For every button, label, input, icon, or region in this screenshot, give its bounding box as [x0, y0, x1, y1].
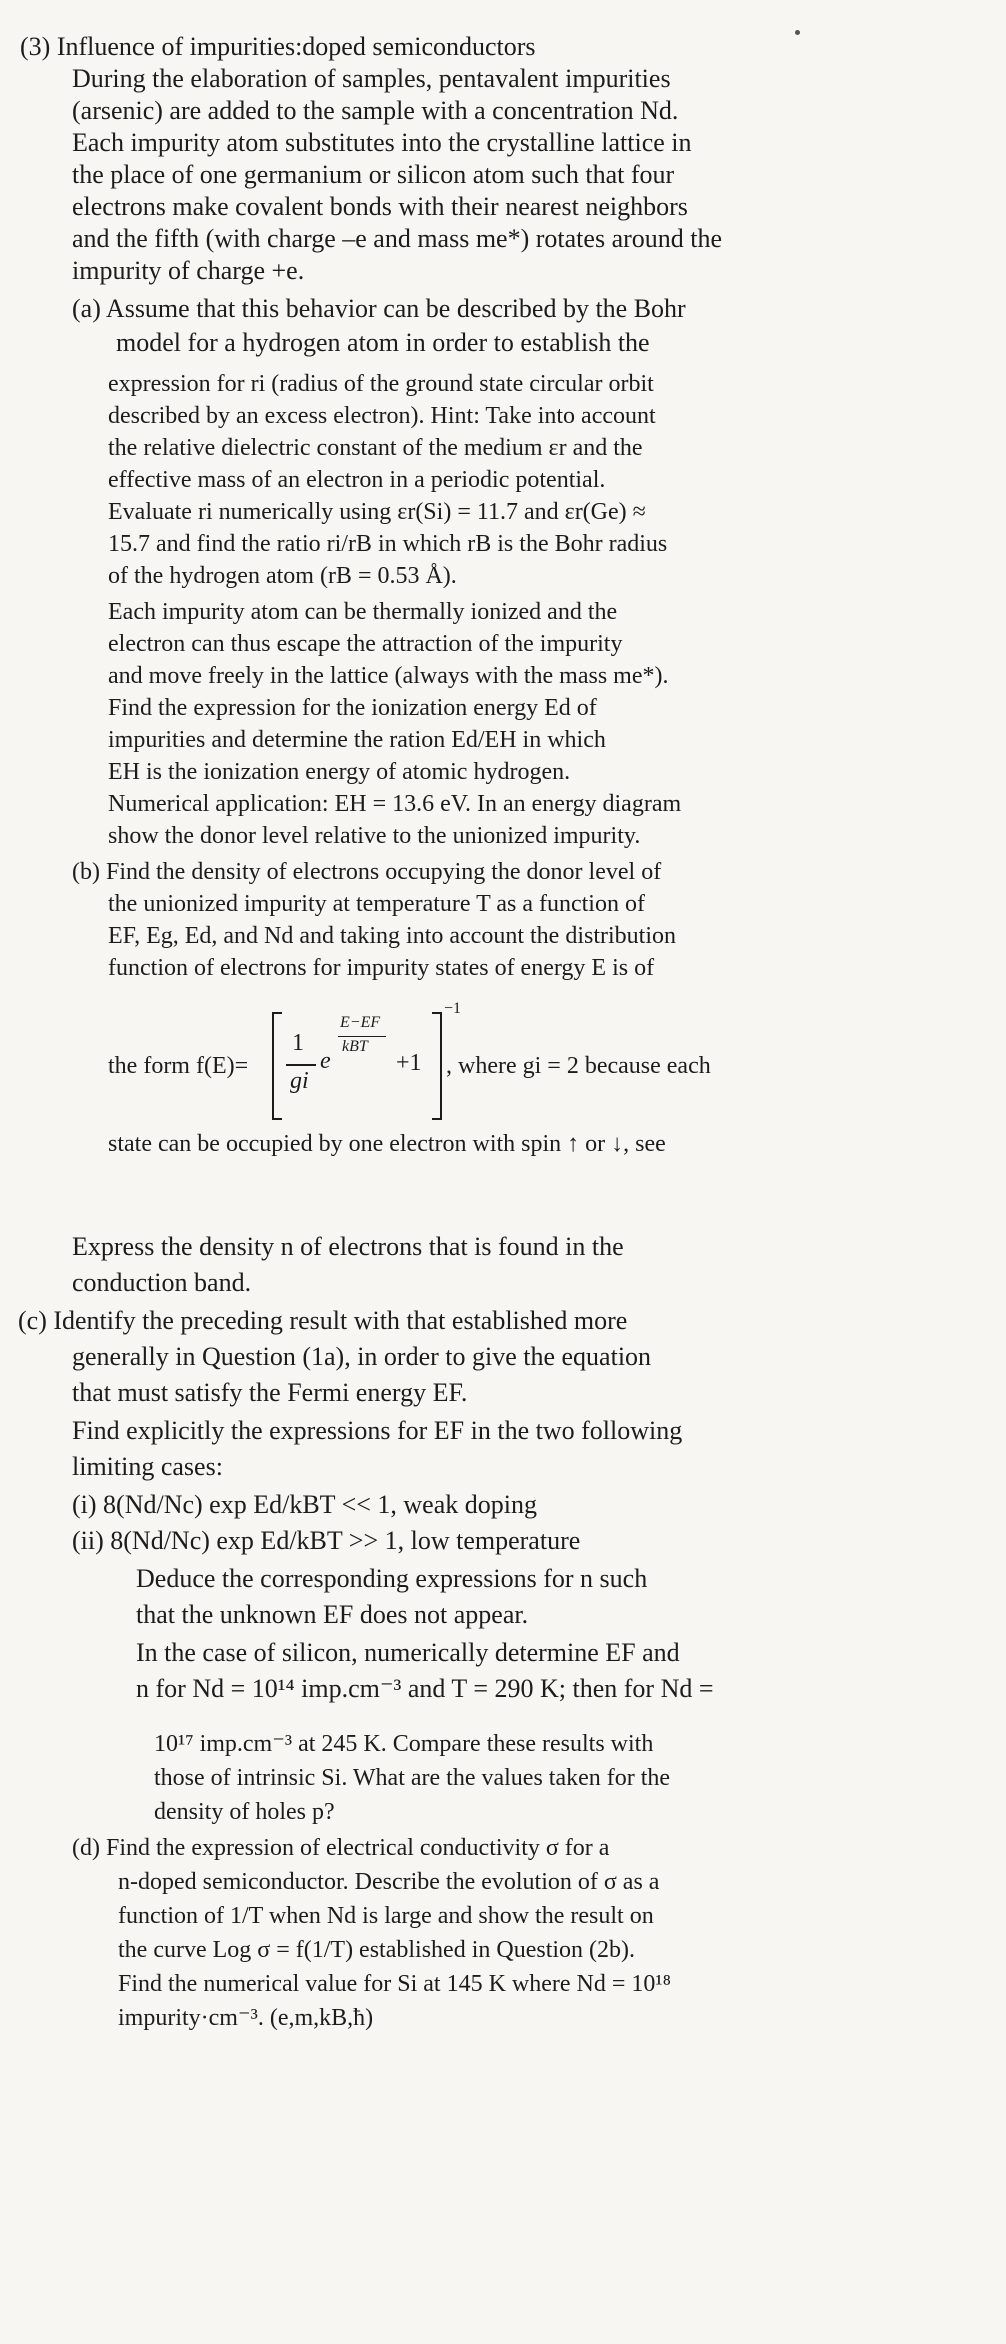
left-bracket — [272, 1012, 282, 1120]
intro-line: Each impurity atom substitutes into the crystalline lattice in — [72, 128, 692, 157]
part-c-line: that must satisfy the Fermi energy EF. — [72, 1378, 468, 1407]
intro-line: the place of one germanium or silicon atom such that four — [72, 160, 675, 189]
formula-prefix: the form f(E)= — [108, 1053, 249, 1079]
intro-line: electrons make covalent bonds with their nearest neighbors — [72, 192, 688, 221]
case-i: (i) 8(Nd/Nc) exp Ed/kBT << 1, weak doping — [72, 1490, 537, 1519]
part-c-deduce: In the case of silicon, numerically determine EF and — [136, 1638, 680, 1667]
part-a-line: Each impurity atom can be thermally ionized and the — [108, 599, 618, 625]
part-a-line: and move freely in the lattice (always with the mass me*). — [108, 663, 669, 689]
part-a-line: EH is the ionization energy of atomic hydrogen. — [108, 759, 571, 785]
fraction-bar — [286, 1064, 316, 1066]
stray-dot — [795, 30, 800, 35]
fraction-numerator: 1 — [292, 1030, 304, 1056]
part-b-line: (b) Find the density of electrons occupying the donor level of — [72, 859, 662, 885]
part-a-line: the relative dielectric constant of the medium εr and the — [108, 435, 643, 461]
part-a-line: impurities and determine the ration Ed/EH in which — [108, 727, 606, 753]
plus-one: +1 — [396, 1050, 422, 1076]
part-d-line: function of 1/T when Nd is large and show the result on — [118, 1903, 654, 1929]
exponent-denominator: kBT — [342, 1038, 368, 1055]
fraction-denominator: gi — [290, 1068, 309, 1094]
part-c-line: limiting cases: — [72, 1452, 223, 1481]
part-a-line: electron can thus escape the attraction of the impurity — [108, 631, 623, 657]
part-a-line: effective mass of an electron in a periodic potential. — [108, 467, 606, 493]
formula-suffix: , where gi = 2 because each — [446, 1053, 711, 1079]
part-d-line: (d) Find the expression of electrical conductivity σ for a — [72, 1835, 610, 1861]
part-b-express: Express the density n of electrons that is found in the — [72, 1232, 624, 1261]
power-minus-one: −1 — [444, 1000, 462, 1017]
case-ii: (ii) 8(Nd/Nc) exp Ed/kBT >> 1, low temperature — [72, 1526, 581, 1555]
intro-line: impurity of charge +e. — [72, 256, 305, 285]
part-a-line: Find the expression for the ionization energy Ed of — [108, 695, 597, 721]
part-b-express: conduction band. — [72, 1268, 252, 1297]
part-a-line: expression for ri (radius of the ground state circular orbit — [108, 371, 654, 397]
part-c-deduce: Deduce the corresponding expressions for n such — [136, 1564, 648, 1593]
intro-line: and the fifth (with charge –e and mass me*) rotates around the — [72, 224, 723, 253]
intro-line: (arsenic) are added to the sample with a concentration Nd. — [72, 96, 679, 125]
part-c-cont: 10¹⁷ imp.cm⁻³ at 245 K. Compare these results with — [154, 1731, 654, 1757]
part-a-line: Evaluate ri numerically using εr(Si) = 11.7 and εr(Ge) ≈ — [108, 499, 646, 525]
exponent-bar — [338, 1036, 386, 1037]
part-d-line: n-doped semiconductor. Describe the evolution of σ as a — [118, 1869, 660, 1895]
part-a-line: (a) Assume that this behavior can be described by the Bohr — [72, 294, 686, 323]
part-a-line: 15.7 and find the ratio ri/rB in which rB is the Bohr radius — [108, 531, 668, 557]
part-d-line: impurity·cm⁻³. (e,m,kB,ħ) — [118, 2005, 374, 2031]
part-c-cont: those of intrinsic Si. What are the values taken for the — [154, 1765, 671, 1791]
section-heading: (3) Influence of impurities:doped semiconductors — [20, 32, 536, 61]
part-a-line: show the donor level relative to the unionized impurity. — [108, 823, 641, 849]
part-c-deduce: that the unknown EF does not appear. — [136, 1600, 529, 1629]
right-bracket — [432, 1012, 442, 1120]
part-c-deduce: n for Nd = 10¹⁴ imp.cm⁻³ and T = 290 K; then for Nd = — [136, 1674, 714, 1703]
part-b-line: function of electrons for impurity states of energy E is of — [108, 955, 655, 981]
part-a-line: model for a hydrogen atom in order to establish the — [116, 328, 650, 357]
part-b-line: EF, Eg, Ed, and Nd and taking into account the distribution — [108, 923, 676, 949]
part-c-cont: density of holes p? — [154, 1799, 335, 1825]
part-b-line: the unionized impurity at temperature T as a function of — [108, 891, 645, 917]
exp-base: e — [320, 1048, 331, 1074]
part-d-line: the curve Log σ = f(1/T) established in Question (2b). — [118, 1937, 636, 1963]
part-c-line: (c) Identify the preceding result with that established more — [18, 1306, 628, 1335]
part-a-line: of the hydrogen atom (rB = 0.53 Å). — [108, 563, 457, 589]
intro-line: During the elaboration of samples, pentavalent impurities — [72, 64, 671, 93]
part-a-line: Numerical application: EH = 13.6 eV. In an energy diagram — [108, 791, 682, 817]
part-c-line: Find explicitly the expressions for EF in the two following — [72, 1416, 683, 1445]
part-c-line: generally in Question (1a), in order to give the equation — [72, 1342, 652, 1371]
part-b-line: state can be occupied by one electron with spin ↑ or ↓, see — [108, 1131, 666, 1157]
part-d-line: Find the numerical value for Si at 145 K where Nd = 10¹⁸ — [118, 1971, 671, 1997]
exponent-numerator: E−EF — [340, 1014, 381, 1031]
part-a-line: described by an excess electron). Hint: Take into account — [108, 403, 656, 429]
